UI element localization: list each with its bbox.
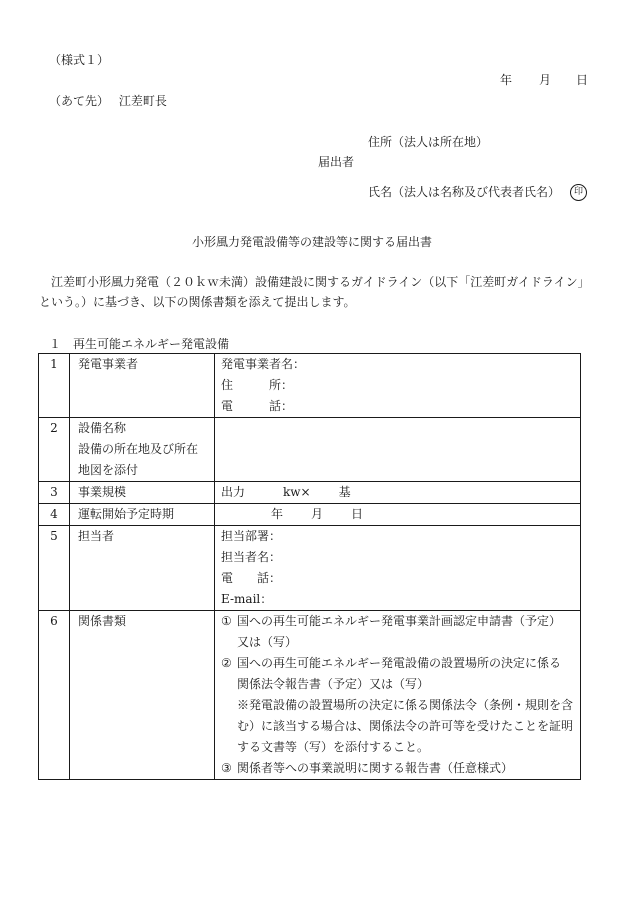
section-heading: １ 再生可能エネルギー発電設備 (49, 337, 230, 351)
operator-address-label: 住 所： (221, 378, 294, 392)
form-number: （様式１） (49, 53, 110, 67)
contact-person-label: 担当者名： (221, 550, 282, 564)
intro-paragraph: 江差町小形風力発電（２０ｋｗ未満）設備建設に関するガイドライン（以下「江差町ガイドライン」という。）に基づき、以下の関係書類を添えて提出します。 (39, 275, 584, 309)
document-2-note: ※発電設備の設置場所の決定に係る関係法令（条例・規則を含む）に該当する場合は、関係法令の許可等を受けたことを証明する文書等（写）を添付すること。 (237, 698, 574, 754)
facility-map-label: 地図を添付 (78, 463, 139, 477)
output-unit: kw× (283, 485, 311, 499)
contact-department-label: 担当部署： (221, 529, 282, 543)
row-item: 事業規模 (70, 482, 215, 504)
addressee: （あて先） 江差町長 (49, 94, 167, 108)
operator-name-label: 発電事業者名： (221, 357, 306, 371)
document-2: ② 国への再生可能エネルギー発電設備の設置場所の決定に係る (221, 656, 562, 670)
document-1: ① 国への再生可能エネルギー発電事業計画認定申請書（予定） (221, 614, 562, 628)
row-item: 担当者 (70, 526, 215, 611)
row-value (215, 526, 581, 611)
document-2-cont: 関係法令報告書（予定）又は（写） (237, 677, 430, 691)
row-number: 5 (39, 526, 70, 611)
row-item: 発電事業者 (70, 354, 215, 418)
row-item: 運転開始予定時期 (70, 504, 215, 526)
date-day-label: 日 (576, 73, 589, 87)
table-row (39, 354, 581, 418)
row-number: 4 (39, 504, 70, 526)
row-number: 6 (39, 611, 70, 780)
equipment-table (38, 353, 581, 780)
start-day-label: 日 (351, 507, 364, 521)
contact-email-label: E-mail： (221, 592, 273, 606)
row-value (215, 482, 581, 504)
row-value (215, 611, 581, 780)
unit-count: 基 (338, 485, 351, 499)
applicant-role-label: 届出者 (318, 155, 355, 169)
document-1-cont: 又は（写） (237, 635, 298, 649)
seal-mark: 印 (570, 184, 587, 201)
start-year-label: 年 (271, 507, 284, 521)
row-value (215, 418, 581, 482)
output-label: 出力 (221, 485, 246, 499)
operator-phone-label: 電 話： (221, 399, 294, 413)
date-year-label: 年 (500, 73, 513, 87)
row-number: 1 (39, 354, 70, 418)
applicant-name-label: 氏名（法人は名称及び代表者氏名） (368, 185, 561, 199)
row-number: 2 (39, 418, 70, 482)
table-row (39, 526, 581, 611)
table-row (39, 482, 581, 504)
contact-phone-label: 電 話： (221, 571, 282, 585)
facility-location-label: 設備の所在地及び所在 (78, 442, 199, 456)
date-month-label: 月 (539, 73, 552, 87)
row-item: 関係書類 (70, 611, 215, 780)
document-3: ③ 関係者等への事業説明に関する報告書（任意様式） (221, 761, 514, 775)
applicant-address-label: 住所（法人は所在地） (368, 135, 489, 149)
facility-name-label: 設備名称 (78, 421, 127, 435)
row-value (215, 354, 581, 418)
document-title: 小形風力発電設備等の建設等に関する届出書 (192, 235, 433, 249)
start-month-label: 月 (311, 507, 324, 521)
row-item (70, 418, 215, 482)
table-row (39, 418, 581, 482)
table-row (39, 611, 581, 780)
table-row (39, 504, 581, 526)
row-number: 3 (39, 482, 70, 504)
row-value (215, 504, 581, 526)
